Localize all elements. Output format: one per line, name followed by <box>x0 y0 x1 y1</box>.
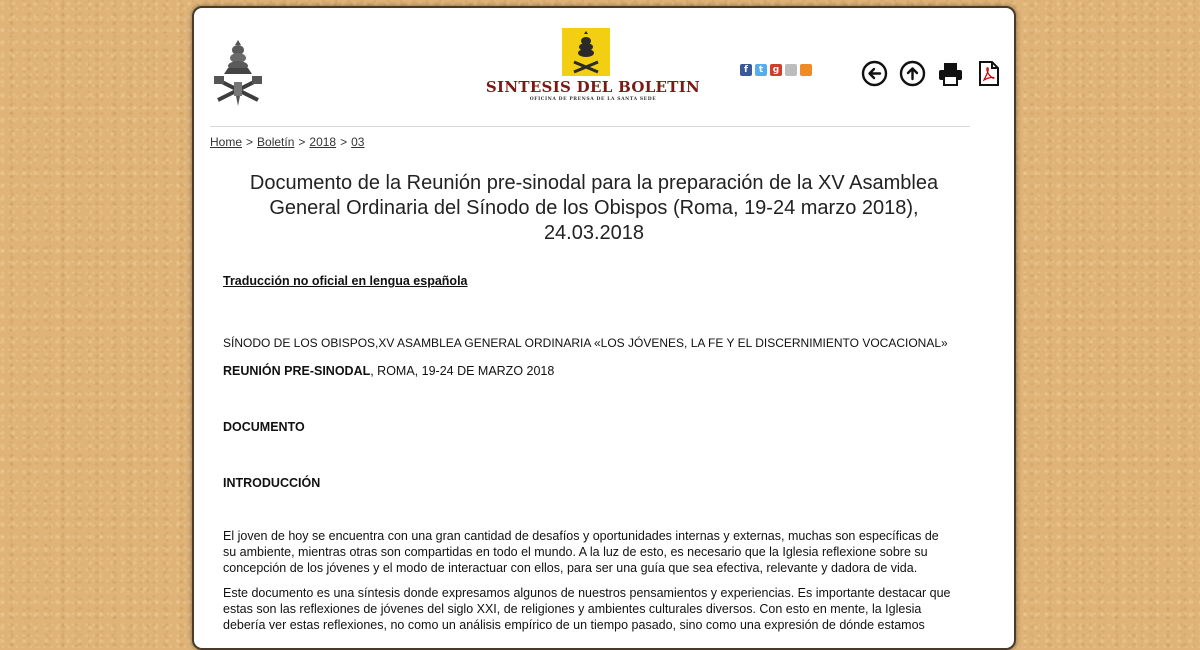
paragraph-line: su ambiente, mientras otras son compartidas en todo el mundo. A la luz de esto, es necesario que la Iglesia reflexione sobre su <box>223 545 928 559</box>
boletin-logo[interactable] <box>562 28 610 76</box>
papal-crest-icon <box>208 38 268 108</box>
tiara-icon <box>562 28 610 76</box>
heading-documento: DOCUMENTO <box>223 420 305 434</box>
title-line: Documento de la Reunión pre-sinodal para la preparación de la XV Asamblea <box>249 172 939 194</box>
google-plus-icon[interactable]: g <box>770 64 782 76</box>
breadcrumb-year[interactable]: 2018 <box>309 135 337 149</box>
back-icon[interactable] <box>861 60 888 87</box>
paragraph-line: debería ver estas reflexiones, no como un análisis empírico de un tiempo pasado, sino como una expresión de dónde estamos <box>223 618 925 632</box>
paragraph-line: El joven de hoy se encuentra con una gran cantidad de desafíos y oportunidades internas y externas, muchas son específicas de <box>223 529 939 543</box>
meeting-rest: , ROMA, 19-24 DE MARZO 2018 <box>370 364 555 378</box>
rss-icon[interactable] <box>800 64 812 76</box>
twitter-icon[interactable]: t <box>755 64 767 76</box>
breadcrumb-home[interactable]: Home <box>210 135 243 149</box>
heading-introduccion: INTRODUCCIÓN <box>223 476 321 490</box>
breadcrumb-separator: > <box>246 135 254 149</box>
breadcrumb-separator: > <box>340 135 348 149</box>
header-divider <box>210 126 970 127</box>
paragraph-line: Este documento es una síntesis donde expresamos algunos de nuestros pensamientos y experiencias. Es importante destacar que <box>223 586 951 600</box>
page-actions <box>861 60 1002 87</box>
facebook-icon[interactable]: f <box>740 64 752 76</box>
paragraph-line: concepción de los jóvenes y el modo de interactuar con ellos, para ser una guía que sea efectiva, relevante y dadora de vida. <box>223 561 918 575</box>
email-icon[interactable] <box>785 64 797 76</box>
meeting-bold: REUNIÓN PRE-SINODAL <box>223 364 371 378</box>
meeting-line <box>223 363 554 379</box>
translation-note: Traducción no oficial en lengua española <box>223 274 468 288</box>
social-links <box>740 64 812 76</box>
title-line: General Ordinaria del Sínodo de los Obispos (Roma, 19-24 marzo 2018), <box>269 197 919 219</box>
logo-subtitle: OFICINA DE PRENSA DE LA SANTA SEDE <box>529 97 657 102</box>
paragraph-line: estas son las reflexiones de jóvenes del siglo XXI, de religiones y ambientes culturales diversos. Con esto en mente, la Iglesia <box>223 602 922 616</box>
top-icon[interactable] <box>899 60 926 87</box>
breadcrumb <box>210 135 364 149</box>
document-title <box>214 171 974 246</box>
print-icon[interactable] <box>937 60 964 87</box>
title-line: 24.03.2018 <box>543 222 645 244</box>
synod-line: SÍNODO DE LOS OBISPOS,XV ASAMBLEA GENERAL ORDINARIA «LOS JÓVENES, LA FE Y EL DISCERNIMIENTO VOCACIONAL» <box>223 336 948 350</box>
pdf-icon[interactable] <box>975 60 1002 87</box>
document-page <box>192 6 1016 650</box>
logo-title: SINTESIS DEL BOLETIN <box>485 78 701 96</box>
breadcrumb-boletin[interactable]: Boletín <box>257 135 295 149</box>
breadcrumb-separator: > <box>298 135 306 149</box>
breadcrumb-month[interactable]: 03 <box>351 135 365 149</box>
